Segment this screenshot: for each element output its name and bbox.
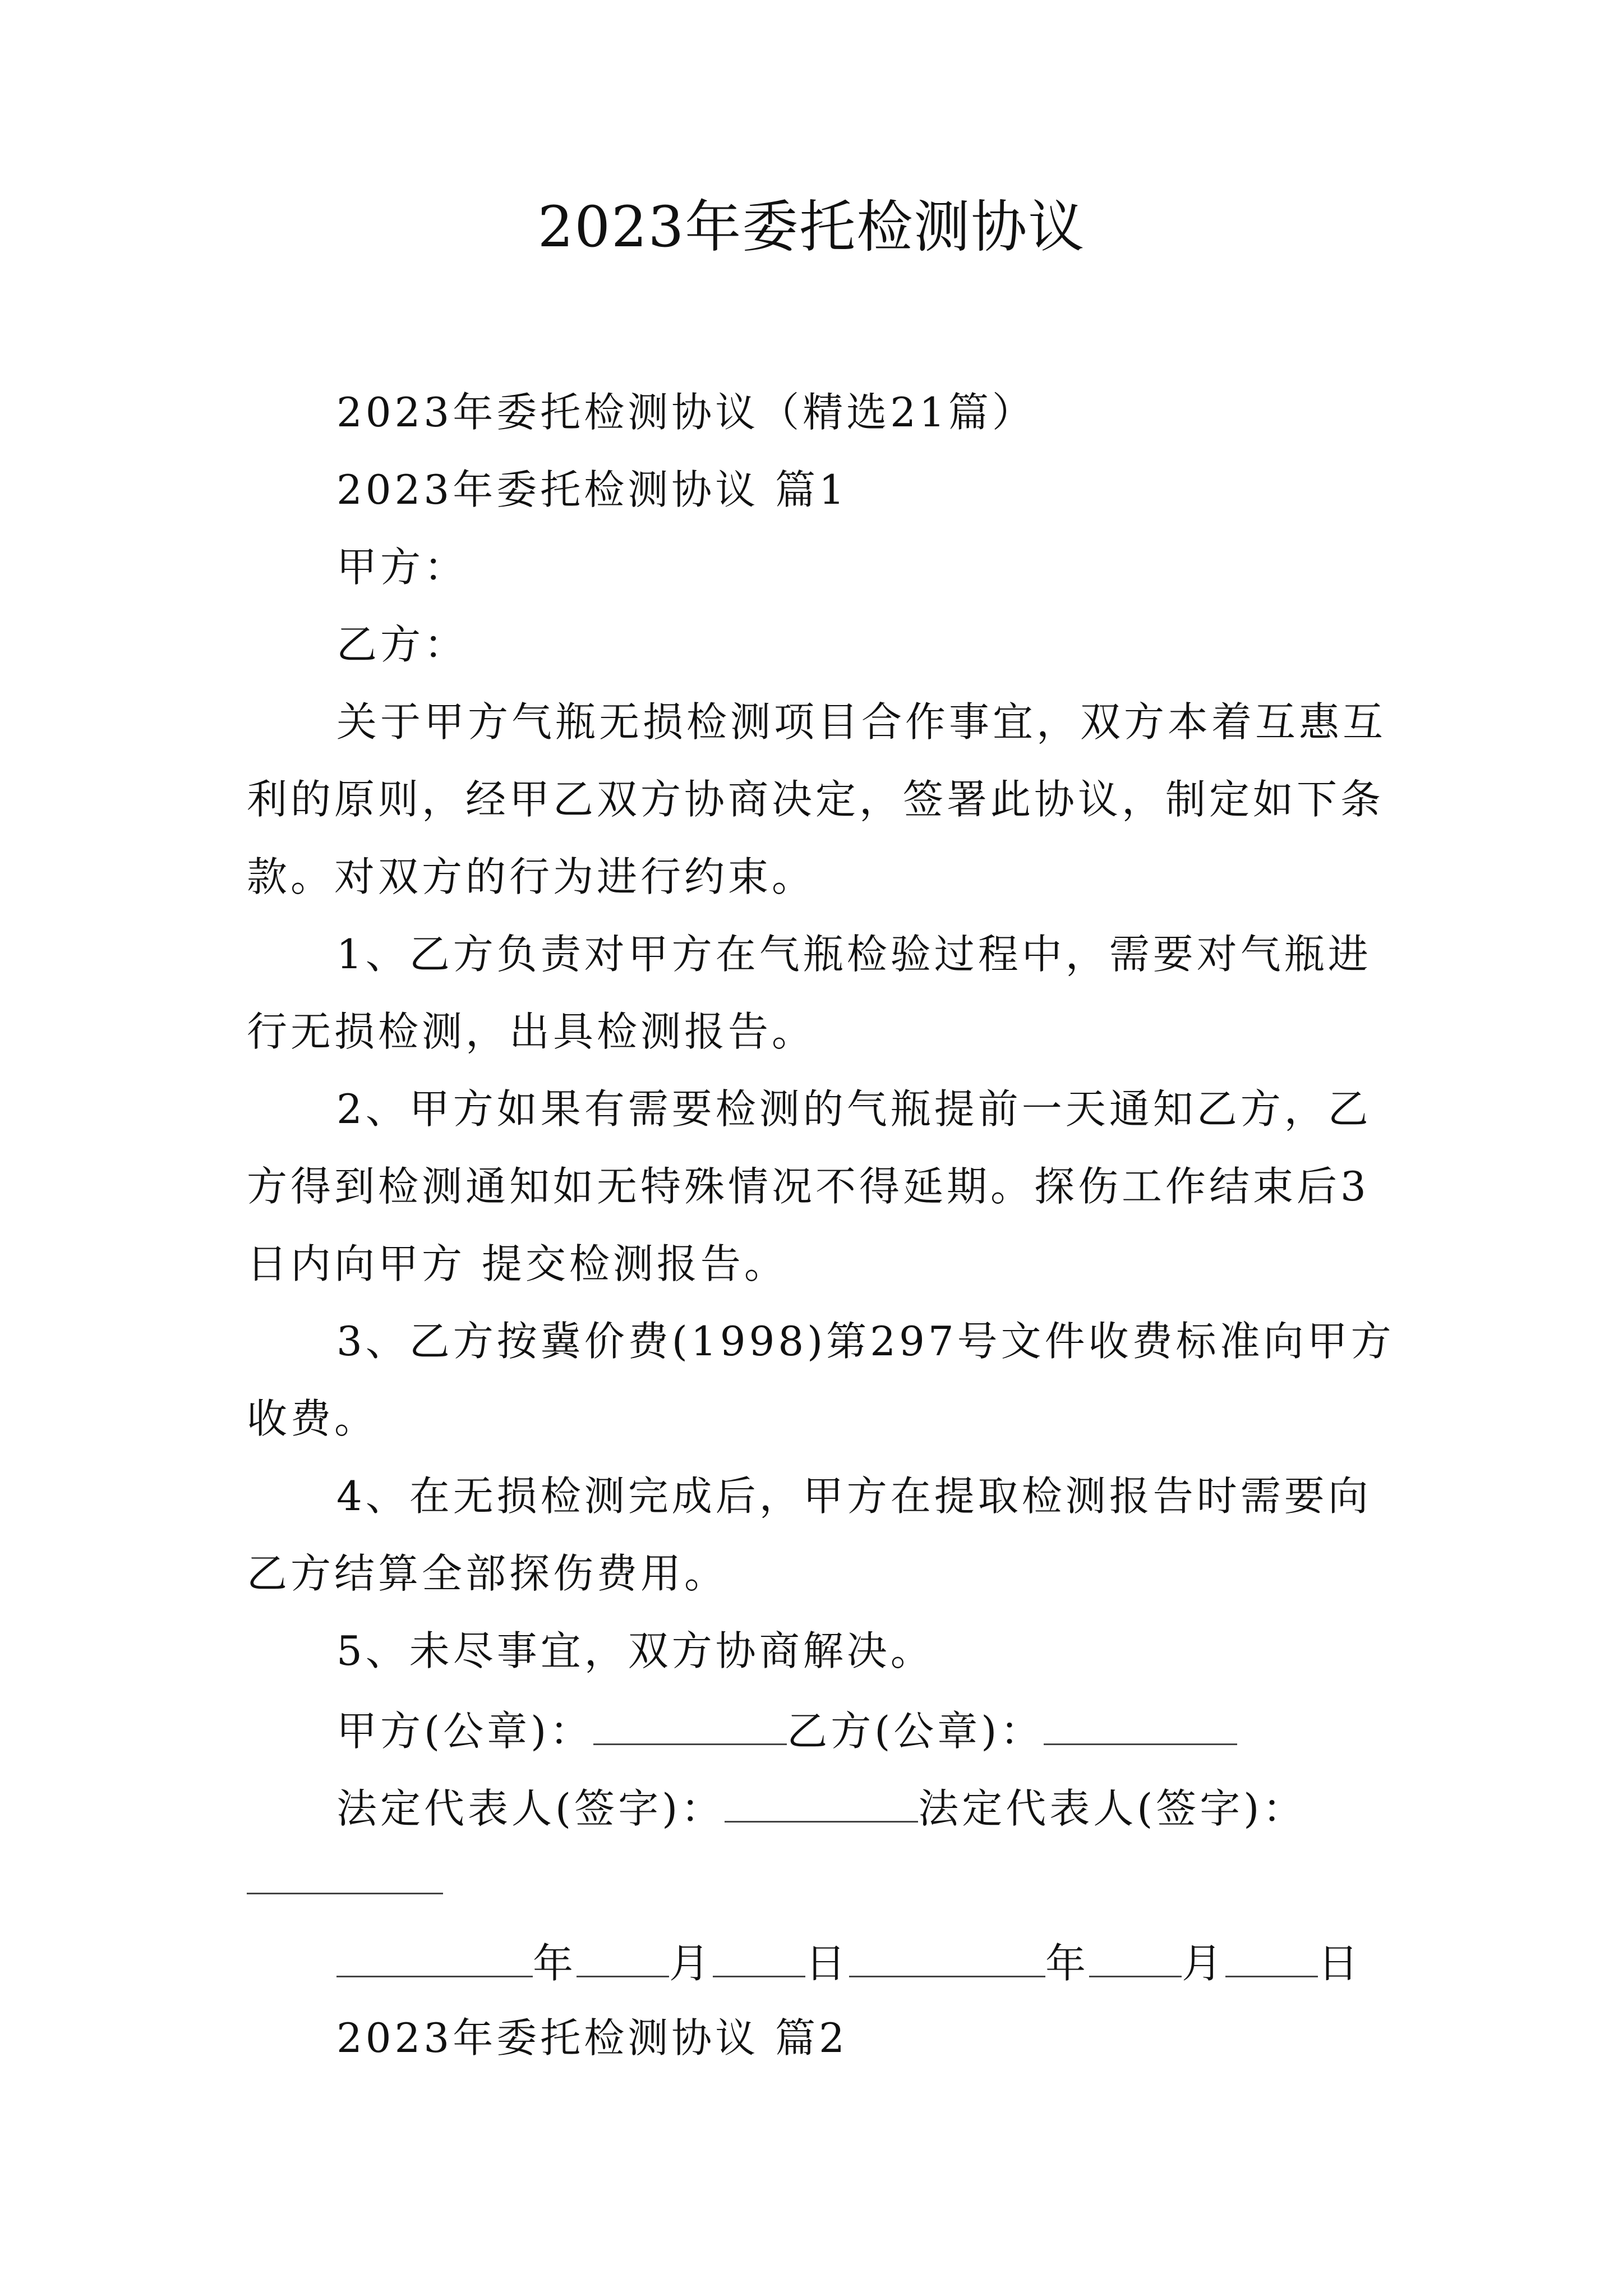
party-a-year-label: 年	[533, 1940, 577, 1987]
party-b-day-blank	[1225, 1935, 1318, 1977]
party-b-label: 乙方：	[336, 621, 468, 668]
party-a-year-blank	[336, 1935, 533, 1977]
party-a-day-label: 日	[805, 1940, 850, 1987]
party-a-day-blank	[713, 1935, 805, 1977]
clause-2-line-3: 日内向甲方 提交检测报告。	[247, 1240, 788, 1287]
clause-2-line-2: 方得到检测通知如无特殊情况不得延期。探伤工作结束后3	[247, 1163, 1370, 1210]
party-b-seal-blank	[1044, 1703, 1237, 1745]
clause-1-line-2: 行无损检测，出具检测报告。	[247, 1008, 816, 1055]
party-a-month-label: 月	[669, 1940, 713, 1987]
party-a-label: 甲方：	[336, 544, 468, 591]
section-1-heading: 2023年委托检测协议 篇1	[336, 466, 848, 513]
intro-paragraph-line-2: 利的原则，经甲乙双方协商决定，签署此协议，制定如下条	[247, 776, 1385, 823]
party-b-year-label: 年	[1045, 1940, 1090, 1987]
representative-line	[336, 1780, 1306, 1834]
party-a-seal-blank	[593, 1703, 787, 1745]
party-a-month-blank	[577, 1935, 669, 1977]
intro-paragraph-line-3: 款。对双方的行为进行约束。	[247, 853, 816, 900]
party-b-year-blank	[849, 1935, 1045, 1977]
clause-3-line-1: 3、乙方按冀价费(1998)第297号文件收费标准向甲方	[336, 1318, 1395, 1365]
party-b-representative-label: 法定代表人(签字)：	[918, 1785, 1307, 1832]
clause-1-line-1: 1、乙方负责对甲方在气瓶检验过程中，需要对气瓶进	[336, 931, 1372, 978]
date-line	[336, 1935, 1362, 1989]
document-title: 2023年委托检测协议	[537, 194, 1086, 260]
document-subtitle: 2023年委托检测协议（精选21篇）	[336, 389, 1036, 436]
clause-3-line-2: 收费。	[247, 1395, 379, 1442]
party-a-representative-blank	[725, 1780, 918, 1823]
clause-4-line-2: 乙方结算全部探伤费用。	[247, 1550, 728, 1597]
seal-line	[336, 1703, 1237, 1756]
party-b-seal-label: 乙方(公章)：	[787, 1708, 1044, 1755]
party-b-representative-blank	[247, 1893, 443, 1894]
party-a-representative-label: 法定代表人(签字)：	[336, 1785, 725, 1832]
section-2-heading: 2023年委托检测协议 篇2	[336, 2014, 848, 2062]
clause-2-line-1: 2、甲方如果有需要检测的气瓶提前一天通知乙方，乙	[336, 1085, 1372, 1133]
party-b-month-label: 月	[1182, 1940, 1226, 1987]
clause-5: 5、未尽事宜，双方协商解决。	[336, 1627, 934, 1674]
clause-4-line-1: 4、在无损检测完成后，甲方在提取检测报告时需要向	[336, 1473, 1372, 1520]
intro-paragraph-line-1: 关于甲方气瓶无损检测项目合作事宜，双方本着互惠互	[336, 698, 1387, 746]
party-b-day-label: 日	[1318, 1940, 1362, 1987]
party-b-month-blank	[1089, 1935, 1182, 1977]
party-a-seal-label: 甲方(公章)：	[336, 1708, 594, 1755]
